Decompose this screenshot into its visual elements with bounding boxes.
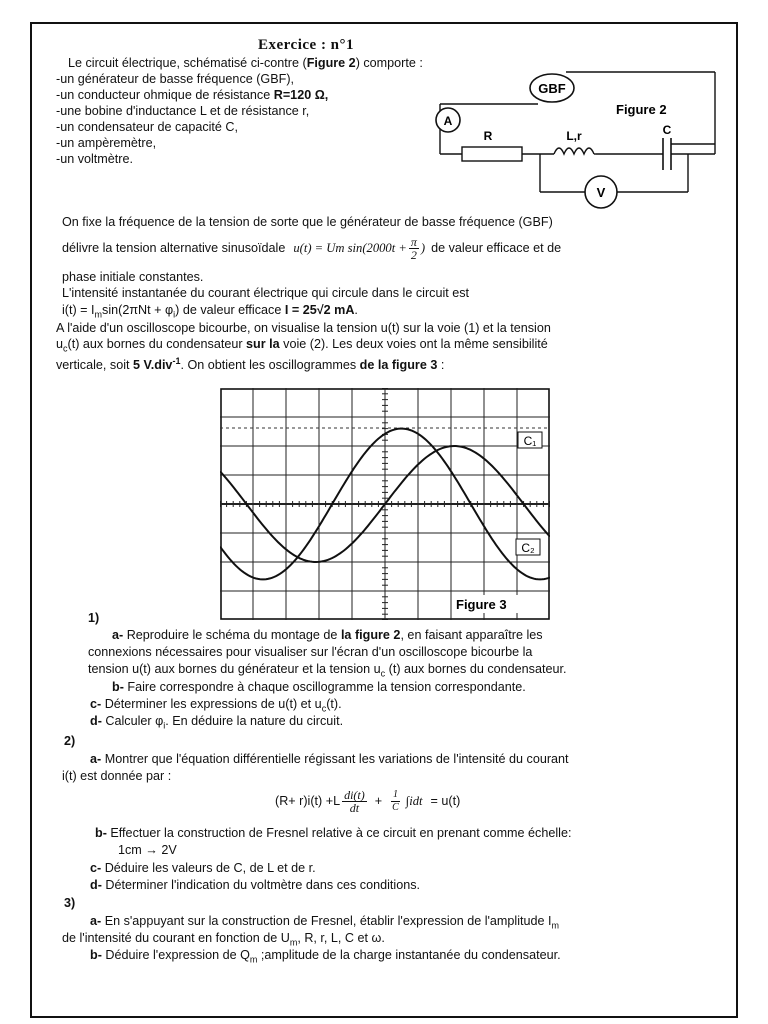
q3-number: 3) — [64, 896, 76, 910]
q2-d-line — [90, 878, 420, 893]
curve-c1-label: C₁ — [523, 434, 537, 448]
voltmeter-label: V — [596, 185, 606, 200]
q2-a-label: a- — [90, 752, 102, 766]
equation-part: + — [374, 794, 383, 808]
para2-bold: de la figure 3 — [359, 358, 438, 373]
circuit-diagram — [420, 56, 730, 216]
subscript: m — [94, 309, 103, 320]
q1-text: (t) aux bornes du condensateur. — [385, 662, 567, 676]
subscript: c — [321, 703, 327, 714]
q3-a-label: a- — [90, 914, 102, 928]
para2-bold: sur la — [246, 337, 280, 351]
subscript: m — [551, 920, 560, 931]
para2-text: i(t) = I — [62, 303, 95, 317]
para2-line — [62, 303, 358, 323]
para2-text: voie (2). Les deux voies ont la même sensibilité — [279, 337, 548, 351]
para2-text: . On obtient les oscillogrammes — [180, 358, 360, 373]
para2-line: L'intensité instantanée du courant électrique qui circule dans le circuit est — [62, 286, 470, 300]
q1-a-line — [112, 628, 543, 643]
q3-b-label: b- — [90, 948, 102, 962]
intro-item: -un voltmètre. — [56, 152, 133, 166]
superscript: -1 — [172, 356, 181, 366]
intro-item: -un ampèremètre, — [56, 136, 157, 150]
fraction-numerator: 1 — [392, 789, 398, 800]
q2-text: Montrer que l'équation différentielle régissant les variations de l'intensité du courant — [101, 752, 569, 766]
ammeter-label: A — [443, 114, 453, 128]
q1-a-label: a- — [112, 628, 124, 642]
fraction-denominator: C — [392, 802, 399, 813]
q2-b-line: 1cm → 2V — [118, 843, 177, 857]
para2-line: A l'aide d'un oscilloscope bicourbe, on visualise la tension u(t) sur la voie (1) et la tension — [56, 321, 551, 335]
q2-c-line — [90, 861, 316, 876]
q3-text: de l'intensité du courant en fonction de U — [62, 931, 290, 945]
q3-text: En s'appuyant sur la construction de Fresnel, établir l'expression de l'amplitude I — [101, 914, 552, 928]
subscript: c — [380, 668, 386, 679]
intro-lead-end: ) comporte : — [355, 56, 423, 70]
resistance-value: R=120 Ω, — [273, 88, 329, 102]
q3-text: ;amplitude de la charge instantanée du condensateur. — [257, 948, 561, 962]
para2-text: . — [354, 303, 358, 317]
q1-text: Faire correspondre à chaque oscillogramme la tension correspondante. — [123, 680, 526, 694]
para2-line — [56, 354, 444, 373]
q1-b-line — [112, 680, 526, 695]
resistor-symbol — [462, 147, 522, 161]
subscript: m — [249, 954, 258, 965]
q1-text: Reproduire le schéma du montage de — [123, 628, 341, 642]
intro-item: -un générateur de basse fréquence (GBF), — [56, 72, 295, 86]
para2-text: (t) aux bornes du condensateur — [67, 337, 247, 351]
q2-c-label: c- — [90, 861, 102, 875]
q1-text: . En déduire la nature du circuit. — [165, 714, 344, 728]
q1-bold: la figure 2 — [340, 628, 401, 642]
q1-text: , en faisant apparaître les — [400, 628, 543, 642]
intro-lead — [68, 56, 423, 71]
q1-a-line — [88, 662, 566, 682]
q1-d-line — [90, 714, 343, 734]
fraction-numerator: di(t) — [344, 788, 365, 802]
q1-text: tension u(t) aux bornes du générateur et la tension u — [88, 662, 381, 676]
fraction-denominator: 2 — [410, 248, 417, 262]
gbf-generator — [530, 74, 574, 102]
coil-label: L,r — [566, 129, 582, 143]
q1-text: (t). — [326, 697, 342, 711]
q2-text: Déterminer l'indication du voltmètre dans ces conditions. — [101, 878, 420, 892]
ammeter — [436, 108, 460, 132]
q1-text: Calculer φ — [101, 714, 164, 728]
curve-c2-label: C₂ — [521, 541, 535, 555]
para1-line — [62, 236, 561, 261]
subscript: m — [289, 937, 298, 948]
intro-item: -une bobine d'inductance L et de résistance r, — [56, 104, 310, 118]
differential-equation — [275, 789, 460, 814]
formula-u: u(t) = Um sin(2000t + — [293, 241, 407, 255]
q1-a-line: connexions nécessaires pour visualiser sur l'écran d'un oscilloscope bicourbe la — [88, 645, 533, 659]
derivative-fraction — [342, 789, 367, 814]
para1-line: On fixe la fréquence de la tension de sorte que le générateur de basse fréquence (GBF) — [62, 215, 553, 229]
q1-text: Déterminer les expressions de u(t) et u — [101, 697, 322, 711]
voltmeter — [585, 176, 617, 208]
para2-text: sin(2πNt + φ — [102, 303, 174, 317]
q1-d-label: d- — [90, 714, 102, 728]
equation-part: = u(t) — [430, 794, 461, 808]
capacitor-label: C — [662, 123, 672, 137]
q3-b-line — [90, 948, 561, 968]
figure3-label: Figure 3 — [456, 597, 507, 612]
fraction-denominator: dt — [349, 801, 360, 815]
q2-text: Déduire les valeurs de C, de L et de r. — [101, 861, 316, 875]
intro-item-text: -un conducteur ohmique de résistance — [56, 88, 274, 102]
q3-text: Déduire l'expression de Q — [101, 948, 250, 962]
para2-text: verticale, soit — [56, 358, 133, 373]
formula-u-fraction — [409, 236, 419, 261]
q3-text: , R, r, L, C et ω. — [297, 931, 385, 945]
intro-lead-figure-ref: Figure 2 — [306, 56, 356, 70]
capacitor-symbol — [663, 138, 671, 170]
formula-u-close: ) — [420, 241, 426, 255]
q1-c-label: c- — [90, 697, 102, 711]
para1-text: délivre la tension alternative sinusoïdale — [62, 241, 286, 255]
subscript: i — [173, 309, 176, 320]
fraction-numerator: π — [410, 235, 417, 249]
sensitivity-value: 5 V.div — [133, 358, 173, 373]
coil-symbol — [554, 148, 594, 154]
q2-d-label: d- — [90, 878, 102, 892]
q2-b-line — [95, 826, 571, 841]
exercise-title: Exercice : n°1 — [258, 37, 355, 53]
intro-item — [56, 88, 328, 103]
q2-number: 2) — [64, 734, 76, 748]
q2-a-line — [90, 752, 569, 767]
para2-text: : — [437, 358, 445, 373]
subscript: i — [163, 720, 166, 731]
gbf-label: GBF — [538, 81, 566, 96]
subscript: c — [63, 343, 68, 354]
q1-number: 1) — [88, 611, 100, 625]
intro-item: -un condensateur de capacité C, — [56, 120, 239, 134]
para2-text: u — [56, 337, 64, 351]
figure2-label: Figure 2 — [616, 102, 667, 117]
intro-lead-text: Le circuit électrique, schématisé ci-contre ( — [68, 56, 307, 70]
para1-line: phase initiale constantes. — [62, 270, 204, 284]
current-effective-value: I = 25√2 mA — [284, 303, 355, 317]
para1-text: de valeur efficace et de — [431, 241, 562, 255]
equation-part: (R+ r)i(t) +L — [275, 794, 341, 808]
oscilloscope-screen — [220, 388, 550, 620]
q2-b-label: b- — [95, 826, 107, 840]
q2-text: Effectuer la construction de Fresnel relative à ce circuit en prenant comme échelle: — [106, 826, 572, 840]
q2-a-line: i(t) est donnée par : — [62, 769, 172, 783]
resistor-label: R — [483, 129, 493, 143]
integral: ∫idt — [405, 794, 423, 808]
inverse-c-fraction — [390, 789, 401, 814]
para2-text: ) de valeur efficace — [175, 303, 285, 317]
q1-b-label: b- — [112, 680, 124, 694]
